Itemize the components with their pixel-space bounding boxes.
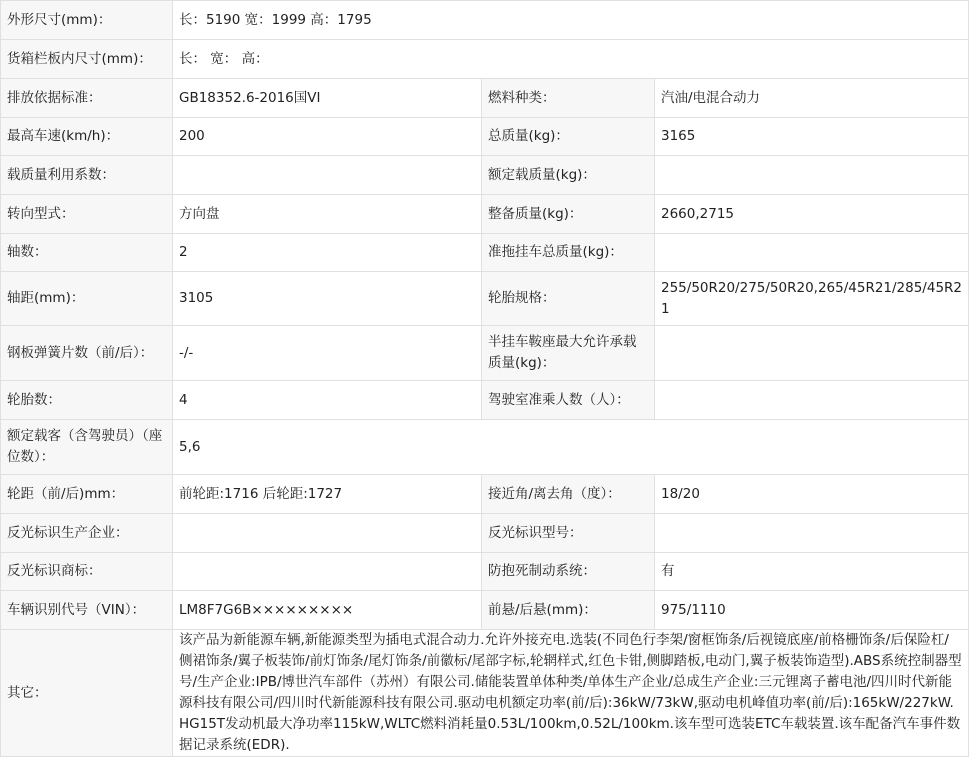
wheelbase-label: 轴距(mm)：	[1, 272, 173, 326]
total-mass-value: 3165	[655, 118, 969, 156]
trailer-mass-value	[655, 234, 969, 272]
emission-label: 排放依据标准：	[1, 79, 173, 118]
curb-mass-value: 2660,2715	[655, 195, 969, 234]
total-mass-label: 总质量(kg)：	[482, 118, 655, 156]
steering-label: 转向型式：	[1, 195, 173, 234]
vin-value: LM8F7G6B×××××××××	[173, 591, 482, 630]
vin-label: 车辆识别代号（VIN）：	[1, 591, 173, 630]
reflector-brand-label: 反光标识商标：	[1, 553, 173, 591]
table-row	[1, 326, 969, 381]
other-label: 其它：	[1, 630, 173, 757]
table-row	[1, 79, 969, 118]
abs-value: 有	[655, 553, 969, 591]
table-row	[1, 381, 969, 420]
rated-load-label: 额定载质量(kg)：	[482, 156, 655, 195]
table-row	[1, 40, 969, 79]
saddle-load-value	[655, 326, 969, 381]
overhang-value: 975/1110	[655, 591, 969, 630]
track-label: 轮距（前/后)mm：	[1, 475, 173, 514]
wheelbase-value: 3105	[173, 272, 482, 326]
angle-value: 18/20	[655, 475, 969, 514]
track-value: 前轮距:1716 后轮距:1727	[173, 475, 482, 514]
cab-seats-label: 驾驶室准乘人数（人）：	[482, 381, 655, 420]
seats-label: 额定载客（含驾驶员）（座位数）：	[1, 420, 173, 475]
speed-value: 200	[173, 118, 482, 156]
cab-seats-value	[655, 381, 969, 420]
reflector-company-label: 反光标识生产企业：	[1, 514, 173, 553]
fuel-label: 燃料种类：	[482, 79, 655, 118]
cargo-value: 长： 宽： 高：	[173, 40, 969, 79]
springs-label: 钢板弹簧片数（前/后）：	[1, 326, 173, 381]
trailer-mass-label: 准拖挂车总质量(kg)：	[482, 234, 655, 272]
table-row	[1, 514, 969, 553]
tire-count-value: 4	[173, 381, 482, 420]
table-row	[1, 195, 969, 234]
dims-value: 长：5190 宽：1999 高：1795	[173, 1, 969, 40]
abs-label: 防抱死制动系统：	[482, 553, 655, 591]
table-row	[1, 630, 969, 757]
rated-load-value	[655, 156, 969, 195]
load-factor-label: 载质量利用系数：	[1, 156, 173, 195]
reflector-brand-value	[173, 553, 482, 591]
angle-label: 接近角/离去角（度）：	[482, 475, 655, 514]
reflector-model-value	[655, 514, 969, 553]
seats-value: 5,6	[173, 420, 969, 475]
overhang-label: 前悬/后悬(mm)：	[482, 591, 655, 630]
emission-value: GB18352.6-2016国VI	[173, 79, 482, 118]
cargo-label: 货箱栏板内尺寸(mm)：	[1, 40, 173, 79]
table-row	[1, 475, 969, 514]
table-row	[1, 156, 969, 195]
tire-spec-value: 255/50R20/275/50R20,265/45R21/285/45R21	[655, 272, 969, 326]
axles-value: 2	[173, 234, 482, 272]
table-row	[1, 553, 969, 591]
dims-label: 外形尺寸(mm)：	[1, 1, 173, 40]
curb-mass-label: 整备质量(kg)：	[482, 195, 655, 234]
reflector-company-value	[173, 514, 482, 553]
table-row	[1, 272, 969, 326]
speed-label: 最高车速(km/h)：	[1, 118, 173, 156]
other-value: 该产品为新能源车辆,新能源类型为插电式混合动力.允许外接充电.选装(不同色行李架/窗框饰条/后视镜底座/前格栅饰条/后保险杠/侧裙饰条/翼子板装饰/前灯饰条/尾灯饰条/前徽标/尾部字标,轮辋样式,红色卡钳,侧脚踏板,电动门,翼子板装饰造型).ABS系统控制器型号/生产企业:IPB/博世汽车部件（苏州）有限公司.储能装置单体种类/单体生产企业/总成生产企业:三元锂离子蓄电池/四川时代新能源科技有限公司/四川时代新能源科技有限公司.驱动电机额定功率(前/后):36kW/73kW,驱动电机峰值功率(前/后):165kW/227kW.HG15T发动机最大净功率115kW,WLTC燃料消耗量0.53L/100km,0.52L/100km.该车型可选装ETC车载装置.该车配备汽车事件数据记录系统(EDR).	[173, 630, 969, 757]
reflector-model-label: 反光标识型号：	[482, 514, 655, 553]
tire-spec-label: 轮胎规格：	[482, 272, 655, 326]
load-factor-value	[173, 156, 482, 195]
saddle-load-label: 半挂车鞍座最大允许承载质量(kg)：	[482, 326, 655, 381]
fuel-value: 汽油/电混合动力	[655, 79, 969, 118]
table-row	[1, 118, 969, 156]
table-row	[1, 591, 969, 630]
table-row	[1, 420, 969, 475]
table-row	[1, 1, 969, 40]
steering-value: 方向盘	[173, 195, 482, 234]
tire-count-label: 轮胎数：	[1, 381, 173, 420]
axles-label: 轴数：	[1, 234, 173, 272]
springs-value: -/-	[173, 326, 482, 381]
table-row	[1, 234, 969, 272]
